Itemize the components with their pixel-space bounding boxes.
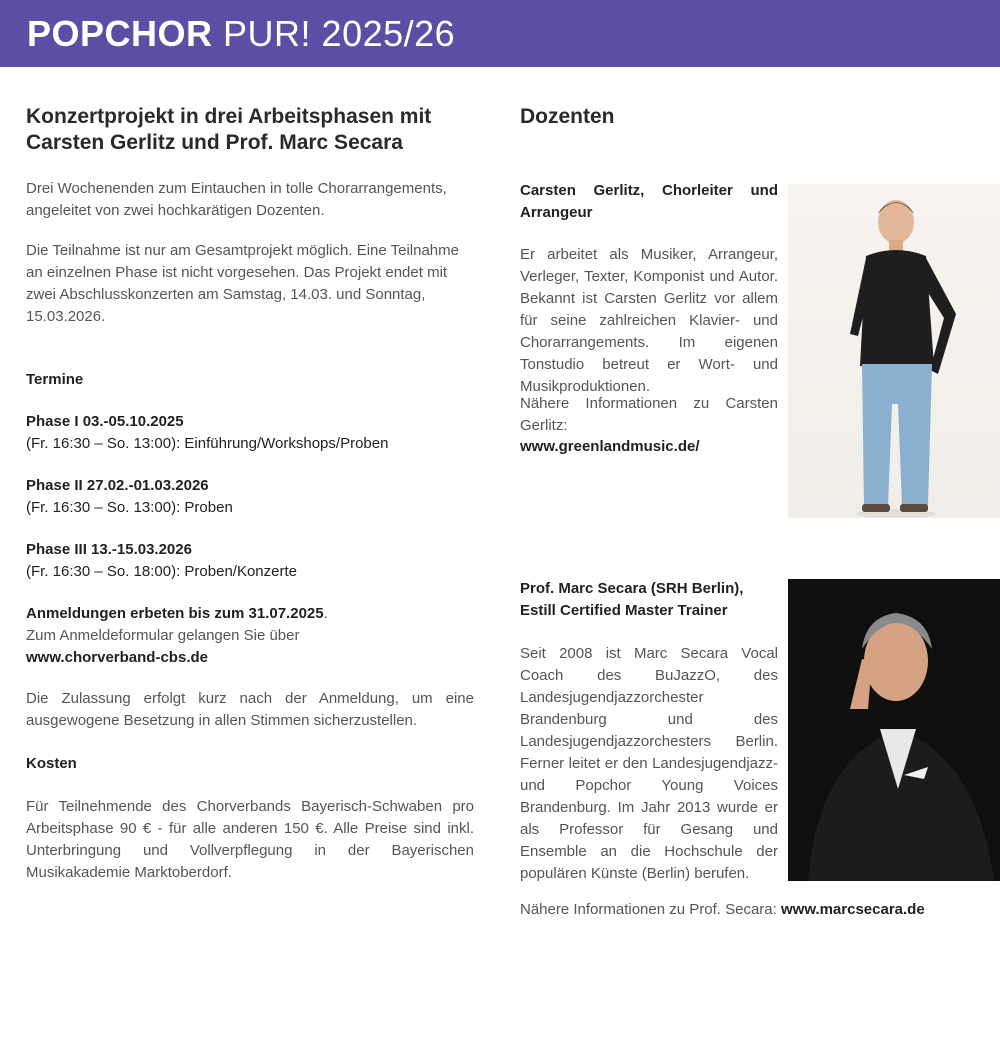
- person1-bio: Er arbeitet als Musiker, Arrangeur, Verleger, Texter, Komponist und Autor. Bekannt ist Carsten Gerlitz vor allem für seine zahlreichen Klavier- und Chorarrangements. Im eigenen Tonstudio betreut er Wort- und Musikproduktionen.: [520, 246, 778, 395]
- phase-block: [26, 411, 474, 455]
- person1-link[interactable]: www.greenlandmusic.de/: [520, 438, 700, 455]
- person2-more-text: Nähere Informationen zu Prof. Secara:: [520, 901, 777, 918]
- kosten-paragraph: Für Teilnehmende des Chorverbands Bayerisch-Schwaben pro Arbeitsphase 90 € - für alle anderen 150 €. Alle Preise sind inkl. Unterbringung und Vollverpflegung in der Bayerischen Musikakademie Marktoberdorf.: [26, 798, 474, 881]
- carsten-gerlitz-photo: [788, 184, 1000, 518]
- person2-more-info: [520, 899, 925, 921]
- zulassung-paragraph: Die Zulassung erfolgt kurz nach der Anmeldung, um eine ausgewogene Besetzung in allen Stimmen sicherzustellen.: [26, 690, 474, 729]
- phase-block: [26, 475, 474, 519]
- person2-bio: Seit 2008 ist Marc Secara Vocal Coach des BuJazzO, des Landesjugendjazzorchester Brandenburg und des Landesjugendjazzorchesters Berlin. Ferner leitet er den Landesjugendjazz- und Popchor Young Voices Brandenburg. Im Jahr 2013 wurde er als Professor für Gesang und Ensemble an die Hochschule der populären Künste (Berlin) berufen.: [520, 645, 778, 882]
- termine-heading: Termine: [26, 371, 84, 388]
- anmeldung-deadline: Anmeldungen erbeten bis zum 31.07.2025: [26, 605, 324, 622]
- phase-detail: (Fr. 16:30 – So. 18:00): Proben/Konzerte: [26, 563, 297, 580]
- phase-title: Phase I 03.-05.10.2025: [26, 413, 184, 430]
- person1-more-info: Nähere Informationen zu Carsten Gerlitz:: [520, 395, 778, 434]
- anmeldung-dot: .: [323, 605, 328, 622]
- heading-line-2: Carsten Gerlitz und Prof. Marc Secara: [26, 131, 403, 154]
- title-rest: PUR! 2025/26: [223, 13, 456, 54]
- phase-detail: (Fr. 16:30 – So. 13:00): Einführung/Workshops/Proben: [26, 435, 389, 452]
- phase-title: Phase III 13.-15.03.2026: [26, 541, 192, 558]
- left-column: [26, 104, 476, 156]
- anmeldung-block: [26, 603, 474, 669]
- person2-link[interactable]: www.marcsecara.de: [780, 901, 925, 918]
- phase-detail: (Fr. 16:30 – So. 13:00): Proben: [26, 499, 233, 516]
- person2-name-line2: Estill Certified Master Trainer: [520, 602, 728, 619]
- dozenten-heading: Dozenten: [520, 105, 615, 128]
- marc-secara-photo: [788, 579, 1000, 881]
- phase-title: Phase II 27.02.-01.03.2026: [26, 477, 209, 494]
- person2-name-line1: Prof. Marc Secara (SRH Berlin),: [520, 580, 744, 597]
- anmeldung-link[interactable]: www.chorverband-cbs.de: [26, 649, 208, 666]
- phase-block: [26, 539, 474, 583]
- intro-paragraph-1: Drei Wochenenden zum Eintauchen in tolle Chorarrangements, angeleitet von zwei hochkarätigen Dozenten.: [26, 180, 447, 219]
- header-banner: [0, 0, 1000, 67]
- section-heading: [26, 104, 476, 156]
- kosten-heading: Kosten: [26, 755, 77, 772]
- page-title: [27, 14, 455, 54]
- person1-name: Carsten Gerlitz, Chorleiter und Arrangeur: [520, 182, 778, 221]
- heading-line-1: Konzertprojekt in drei Arbeitsphasen mit: [26, 105, 432, 128]
- anmeldung-text: Zum Anmeldeformular gelangen Sie über: [26, 627, 300, 644]
- title-bold: POPCHOR: [27, 13, 213, 54]
- intro-paragraph-2: Die Teilnahme ist nur am Gesamtprojekt möglich. Eine Teilnahme an einzelnen Phase ist nicht vorgesehen. Das Projekt endet mit zwei Abschlusskonzerten am Samstag, 14.03. und Sonntag, 15.03.2026.: [26, 242, 459, 325]
